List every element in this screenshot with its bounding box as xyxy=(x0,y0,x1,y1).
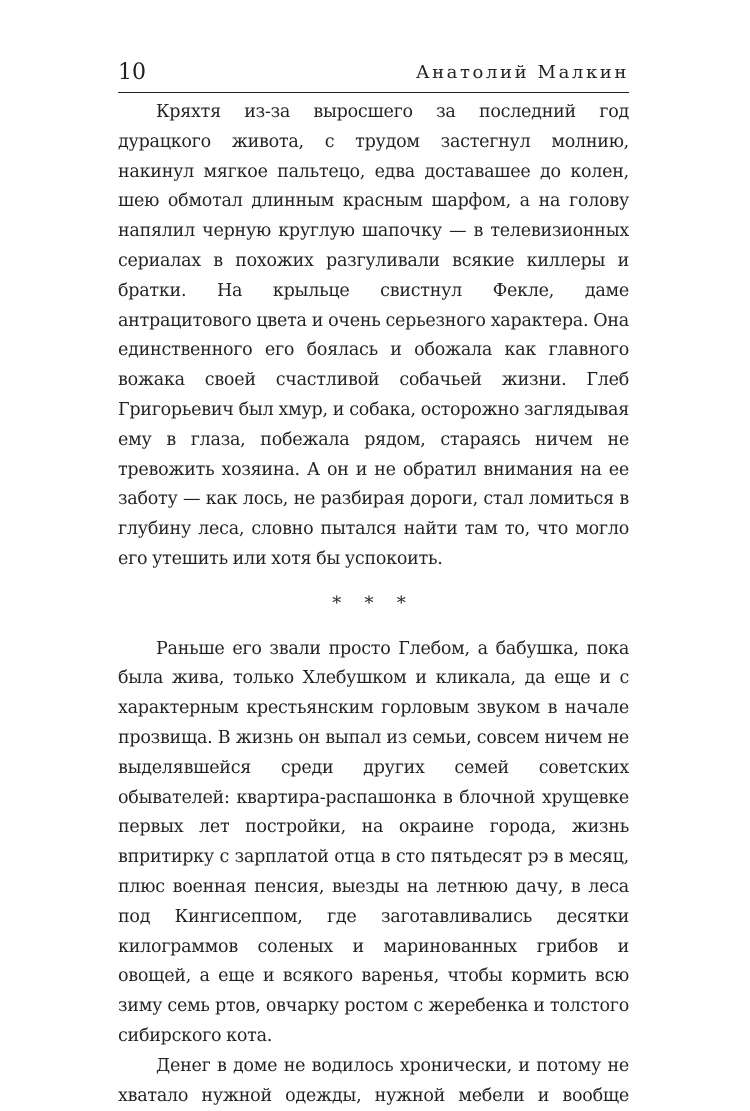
page-number: 10 xyxy=(118,60,146,85)
running-head: Анатолий Малкин xyxy=(415,62,629,83)
body-text xyxy=(118,98,629,1111)
paragraph-3: Денег в доме не водилось хронически, и потому не хватало нужной одежды, нужной мебели и вообще xyxy=(118,1055,629,1106)
paragraph-2: Раньше его звали просто Глебом, а бабушка, пока была жива, только Хлебушком и кликала, да еще и с характерным крестьянским горловым звуком в начале прозвища. В жизнь он выпал из семьи, совсем ничем не выделявшейся среди других семей советских обывателей: квартира-распашонка в блочной хрущевке первых лет постройки, на окраине города, жизнь впритирку с зарплатой отца в сто пятьдесят рэ в месяц, плюс военная пенсия, выезды на летнюю дачу, в леса под Кингисеппом, где заготавливались десятки килограммов соленых и маринованных грибов и овощей, а еще и всякого варенья, чтобы кормить всю зиму семь ртов, овчарку ростом с жеребенка и толстого сибирского кота. xyxy=(118,638,629,1046)
section-break: * * * xyxy=(332,592,415,614)
header-rule xyxy=(118,92,629,93)
page-header xyxy=(118,58,629,88)
paragraph-1: Кряхтя из-за выросшего за последний год дурацкого живота, с трудом застегнул молнию, накинул мягкое пальтецо, едва доставашее до колен, шею обмотал длинным красным шарфом, а на голову напялил черную круглую шапочку — в телевизионных сериалах в похожих разгуливали всякие киллеры и братки. На крыльце свистнул Фекле, даме антрацитового цвета и очень серьезного характера. Она единственного его боялась и обожала как главного вожака своей счастливой собачьей жизни. Глеб Григорьевич был хмур, и собака, осторожно заглядывая ему в глаза, побежала рядом, стараясь ничем не тревожить хозяина. А он и не обратил внимания на ее заботу — как лось, не разбирая дороги, стал ломиться в глубину леса, словно пытался найти там то, что могло его утешить или хотя бы успокоить. xyxy=(118,102,629,569)
